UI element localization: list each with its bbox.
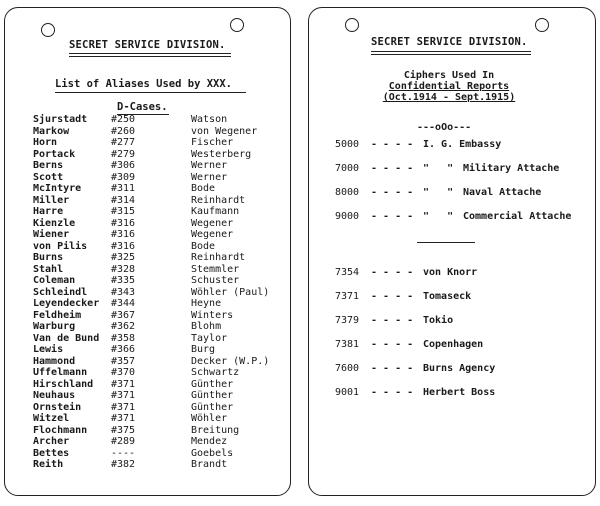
alias-name: Reinhardt: [191, 194, 246, 206]
title-double-underline: [69, 53, 231, 57]
dash-leader: - - - -: [371, 163, 414, 174]
alias-name: Watson: [191, 114, 228, 125]
case-number: #316: [111, 229, 136, 240]
cipher-code: 7371: [335, 291, 360, 302]
cipher-code: 9001: [335, 387, 360, 398]
cipher-label: von Knorr: [423, 267, 478, 278]
person-name: Feldheim: [33, 309, 82, 321]
cipher-row: [335, 363, 495, 374]
case-number: #362: [111, 321, 136, 332]
cipher-row: [335, 387, 495, 398]
alias-name: Kaufmann: [191, 206, 240, 217]
case-number: #371: [111, 390, 136, 401]
section-divider: [417, 242, 475, 243]
alias-name: Werner: [191, 171, 228, 183]
case-number: #371: [111, 413, 136, 424]
case-number: #277: [111, 137, 136, 148]
alias-name: Günther: [191, 401, 234, 413]
cipher-code: 7381: [335, 339, 360, 350]
ditto-marks: " ": [423, 163, 454, 174]
case-number: ----: [111, 447, 136, 459]
alias-name: Schwartz: [191, 367, 240, 378]
case-number: #316: [111, 217, 136, 229]
alias-name: Günther: [191, 390, 234, 401]
cipher-row: [335, 339, 483, 350]
heading-line-2: Confidential Reports: [388, 81, 510, 92]
case-number: #315: [111, 206, 136, 217]
alias-name: Schuster: [191, 275, 240, 286]
case-number: #250: [111, 114, 136, 125]
case-number: #382: [111, 459, 136, 470]
alias-name: Reinhardt: [191, 252, 246, 263]
person-name: Bettes: [33, 447, 70, 459]
cipher-code: 7379: [335, 315, 360, 326]
alias-name: Werner: [191, 160, 228, 171]
case-number: #366: [111, 344, 136, 355]
alias-name: Winters: [191, 309, 234, 321]
cipher-label: Tomaseck: [423, 291, 472, 302]
alias-name: Heyne: [191, 298, 222, 309]
ciphers-heading: [369, 70, 529, 103]
ditto-marks: " ": [423, 211, 454, 222]
ditto-marks: " ": [423, 187, 454, 198]
dash-leader: - - - -: [371, 211, 414, 222]
alias-name: Bode: [191, 183, 216, 194]
case-number: #279: [111, 148, 136, 160]
alias-name: Decker (W.P.): [191, 355, 270, 367]
punch-hole-icon: [345, 18, 359, 32]
alias-name: Breitung: [191, 424, 240, 436]
cipher-code: 5000: [335, 139, 360, 150]
case-number: #370: [111, 367, 136, 378]
alias-name: Fischer: [191, 137, 234, 148]
alias-name: Goebels: [191, 447, 234, 459]
alias-name: Wegener: [191, 229, 234, 240]
dash-leader: - - - -: [371, 387, 414, 398]
person-name: Reith: [33, 459, 64, 470]
person-name: Miller: [33, 194, 70, 206]
person-name: Sjurstadt: [33, 114, 88, 125]
person-name: Portack: [33, 148, 76, 160]
ciphers-card: [308, 7, 596, 496]
cipher-row: [335, 163, 559, 174]
case-number: #309: [111, 171, 136, 183]
alias-name: von Wegener: [191, 125, 258, 137]
list-subtitle: List of Aliases Used by XXX.: [55, 78, 233, 90]
person-name: Wiener: [33, 229, 70, 240]
cipher-label: Herbert Boss: [423, 387, 496, 398]
cases-column: [111, 114, 135, 471]
person-name: Kienzle: [33, 217, 76, 229]
person-name: Hammond: [33, 355, 76, 367]
case-number: #371: [111, 378, 136, 390]
case-number: #371: [111, 401, 136, 413]
cipher-label: Military Attache: [463, 163, 560, 174]
punch-hole-icon: [41, 23, 55, 37]
alias-name: Wöhler: [191, 413, 228, 424]
person-name: Berns: [33, 160, 64, 171]
dash-leader: - - - -: [371, 339, 414, 350]
title-double-underline: [371, 51, 531, 55]
heading-line-1: Ciphers Used In: [403, 70, 495, 81]
alias-name: Brandt: [191, 459, 228, 470]
cipher-label: Tokio: [423, 315, 454, 326]
case-number: #335: [111, 275, 136, 286]
cipher-label: Commercial Attache: [463, 211, 572, 222]
person-name: Warburg: [33, 321, 76, 332]
dash-leader: - - - -: [371, 363, 414, 374]
cipher-code: 9000: [335, 211, 360, 222]
case-number: #306: [111, 160, 136, 171]
person-name: Scott: [33, 171, 64, 183]
cipher-row: [335, 187, 541, 198]
person-name: Uffelmann: [33, 367, 88, 378]
dash-leader: - - - -: [371, 291, 414, 302]
subtitle-underline: [55, 92, 246, 93]
person-name: Flochmann: [33, 424, 88, 436]
case-number: #314: [111, 194, 136, 206]
cipher-row: [335, 211, 571, 222]
person-name: Stahl: [33, 263, 64, 275]
separator: ---oOo---: [417, 122, 472, 133]
alias-name: Wöhler (Paul): [191, 286, 270, 298]
alias-name: Taylor: [191, 332, 228, 344]
case-number: #343: [111, 286, 136, 298]
case-number: #328: [111, 263, 136, 275]
alias-name: Blohm: [191, 321, 222, 332]
alias-name: Mendez: [191, 436, 228, 447]
case-number: #311: [111, 183, 136, 194]
punch-hole-icon: [230, 18, 244, 32]
cipher-row: [335, 139, 501, 150]
cipher-code: 7000: [335, 163, 360, 174]
person-name: Leyendecker: [33, 298, 100, 309]
person-name: Hirschland: [33, 378, 94, 390]
case-number: #260: [111, 125, 136, 137]
person-name: von Pilis: [33, 240, 88, 252]
alias-name: Wegener: [191, 217, 234, 229]
person-name: Archer: [33, 436, 70, 447]
cipher-row: [335, 291, 471, 302]
case-number: #358: [111, 332, 136, 344]
person-name: Burns: [33, 252, 64, 263]
case-number: #316: [111, 240, 136, 252]
card-title: SECRET SERVICE DIVISION.: [371, 36, 528, 48]
person-name: Schleindl: [33, 286, 88, 298]
case-number: #375: [111, 424, 136, 436]
case-number: #325: [111, 252, 136, 263]
cipher-row: [335, 267, 477, 278]
cipher-label: Naval Attache: [463, 187, 542, 198]
case-number: #289: [111, 436, 136, 447]
cipher-code: 7354: [335, 267, 360, 278]
case-number: #357: [111, 355, 136, 367]
alias-name: Stemmler: [191, 263, 240, 275]
person-name: Markow: [33, 125, 70, 137]
person-name: Horn: [33, 137, 58, 148]
cipher-label: Copenhagen: [423, 339, 484, 350]
cipher-label: I. G. Embassy: [423, 139, 502, 150]
dash-leader: - - - -: [371, 139, 414, 150]
card-title: SECRET SERVICE DIVISION.: [69, 39, 226, 51]
person-name: Harre: [33, 206, 64, 217]
punch-hole-icon: [535, 18, 549, 32]
person-name: Lewis: [33, 344, 64, 355]
person-name: Ornstein: [33, 401, 82, 413]
dash-leader: - - - -: [371, 187, 414, 198]
names-column: [33, 114, 99, 471]
heading-line-3: (Oct.1914 - Sept.1915): [382, 92, 516, 103]
cipher-label: Burns Agency: [423, 363, 496, 374]
dash-leader: - - - -: [371, 267, 414, 278]
case-number: #367: [111, 309, 136, 321]
case-number: #344: [111, 298, 136, 309]
alias-name: Bode: [191, 240, 216, 252]
alias-name: Westerberg: [191, 148, 252, 160]
aliases-card: [4, 7, 291, 496]
alias-name: Günther: [191, 378, 234, 390]
person-name: McIntyre: [33, 183, 82, 194]
dash-leader: - - - -: [371, 315, 414, 326]
person-name: Neuhaus: [33, 390, 76, 401]
person-name: Witzel: [33, 413, 70, 424]
person-name: Coleman: [33, 275, 76, 286]
person-name: Van de Bund: [33, 332, 100, 344]
aliases-column: [191, 114, 269, 471]
cipher-code: 7600: [335, 363, 360, 374]
column-header-d-cases: D-Cases.: [117, 101, 168, 113]
cipher-row: [335, 315, 453, 326]
alias-name: Burg: [191, 344, 216, 355]
cipher-code: 8000: [335, 187, 360, 198]
